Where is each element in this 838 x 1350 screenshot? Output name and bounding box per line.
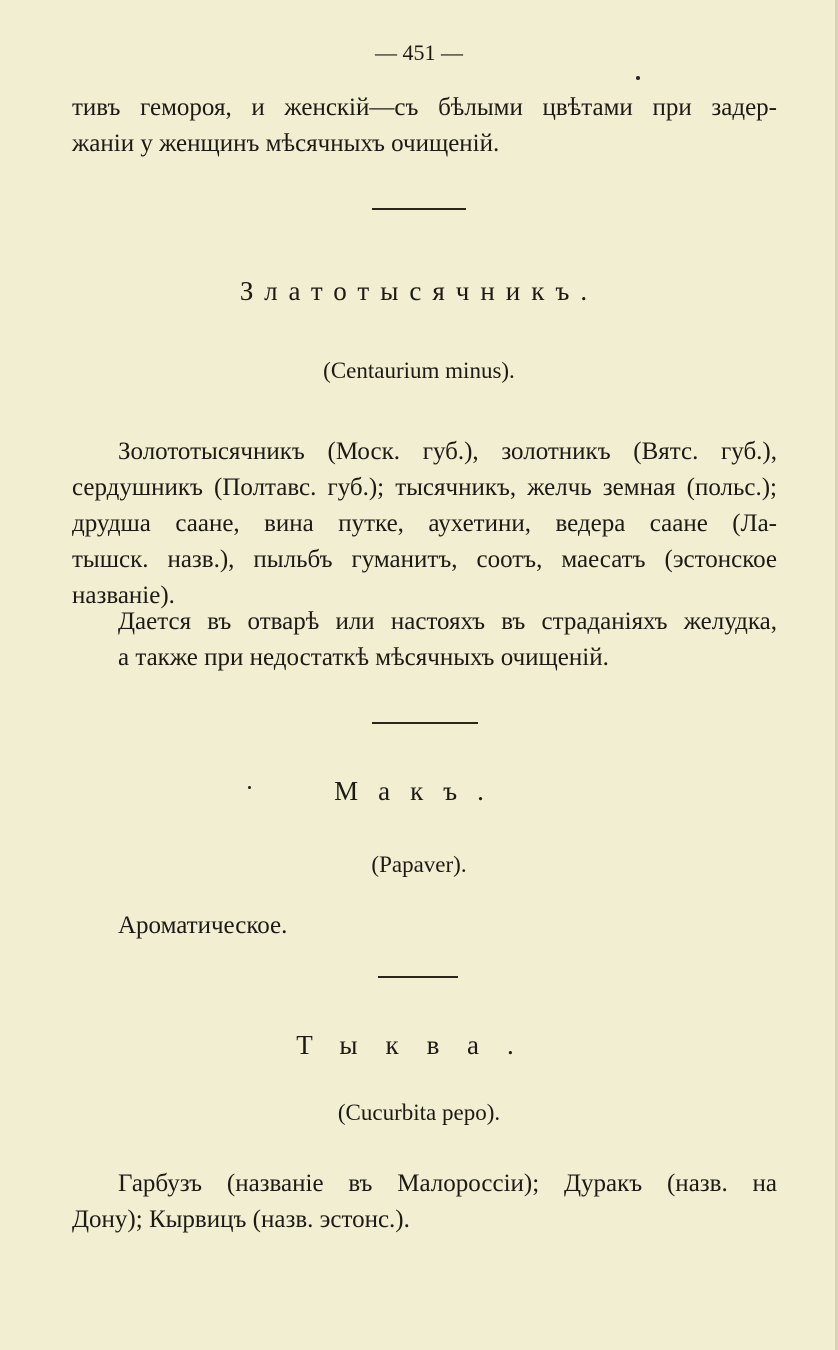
text-line: Дается въ отварѣ или настояхъ въ страданіяхъ желудка, <box>118 608 777 635</box>
text-line: сердушникъ (Полтавс. губ.); тысячникъ, желчь земная (польс.); <box>72 474 777 501</box>
continuation-paragraph <box>72 90 777 162</box>
section-divider <box>378 976 458 978</box>
entry-paragraph <box>72 434 777 614</box>
entry-latin-name: (Cucurbita pepo). <box>337 1100 501 1125</box>
text-line: Ароматическое. <box>118 912 288 939</box>
text-line: Гарбузъ (названіе въ Малороссіи); Дуракъ (назв. на <box>118 1170 777 1197</box>
entry-latin-name: (Centaurium minus). <box>323 358 515 383</box>
text-line: тышск. назв.), пыльбъ гуманитъ, соотъ, маесатъ (эстонское <box>72 546 777 573</box>
entry-latin-name: (Papaver). <box>371 852 467 877</box>
text-line: Золототысячникъ (Моск. губ.), золотникъ (Вятс. губ.), <box>118 438 777 465</box>
entry-title: Тыква. <box>296 1030 542 1060</box>
text-line: а также при недостаткѣ мѣсячныхъ очищеній. <box>118 644 609 671</box>
entry-paragraph <box>72 604 777 676</box>
text-line: названіе). <box>72 582 175 609</box>
section-divider <box>372 722 478 724</box>
entry-paragraph <box>72 908 777 944</box>
section-divider <box>372 208 466 210</box>
page-number: — 451 — <box>375 40 463 65</box>
entry-paragraph <box>72 1166 777 1238</box>
ink-speck <box>636 76 640 80</box>
text-line: друдша саане, вина путке, аухетини, ведера саане (Ла- <box>72 510 777 537</box>
entry-title: Макъ. <box>334 776 504 806</box>
text-line: жаніи у женщинъ мѣсячныхъ очищеній. <box>72 130 500 157</box>
entry-title: Златотысячникъ. <box>239 276 599 306</box>
text-line: тивъ гемороя, и женскій—съ бѣлыми цвѣтами при задер- <box>72 94 777 121</box>
text-line: Дону); Кырвицъ (назв. эстонс.). <box>72 1206 410 1233</box>
